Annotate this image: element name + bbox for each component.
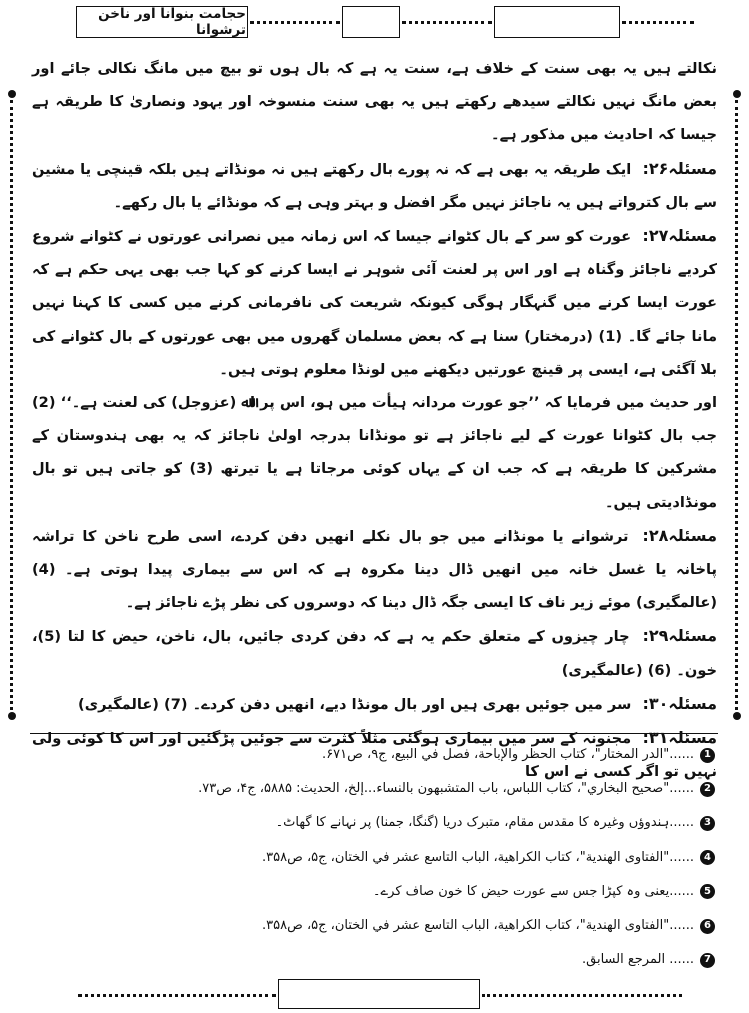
paragraph-text: عورت کو سر کے بال کٹوانے جیسا کہ اس زمانہ میں نصرانی عورتوں نے کٹوانے شروع کردیے ناجائز وگناہ ہے اور اس پر لعنت آئی شوہر نے ایسا کرنے کو کہا جب بھی یہی حکم ہے کہ عورت ایسا کرنے میں گنہگار ہوگی کیونکہ شریعت کی نافرمانی کرنے میں کسی کا کہنا نہیں مانا جائے گا۔ (1) (درمختار) سنا ہے کہ بعض مسلمان گھروں میں بھی عورتوں کے بال کٹوانے کی بلا آگئی ہے، ایسی پر قینچ عورتیں دیکھنے میں لونڈا معلوم ہوتی ہیں۔: [32, 228, 717, 378]
header-empty-box-middle: [342, 6, 400, 38]
footnote-number: 2: [700, 782, 715, 797]
footnote-number: 7: [700, 953, 715, 968]
footnote-number: 4: [700, 850, 715, 865]
footnote-item: [32, 738, 715, 772]
footnote-item: [32, 772, 715, 806]
paragraph-text: چار چیزوں کے متعلق حکم یہ ہے کہ دفن کردی جائیں، بال، ناخن، حیض کا لتا (5)، خون۔ (6) (عالمگیری): [32, 628, 717, 679]
header-dotted-rule-right: [402, 21, 492, 24]
right-border-ornament-bottom: [733, 712, 741, 720]
footnote-number: 3: [700, 816, 715, 831]
footnotes: [32, 738, 715, 977]
page-title: حجامت بنوانا اور ناخن ترشوانا: [98, 6, 246, 38]
footnote-separator: [30, 733, 718, 734]
paragraph-text: مجنونہ کے سر میں بیماری ہوگئی مثلاً کثرت سے جوئیں پڑگئیں اور اس کا کوئی ولی نہیں تو اگر کسی نے اس کا: [32, 730, 717, 781]
paragraph-text: ایک طریقہ یہ بھی ہے کہ نہ پورے بال رکھتے ہیں نہ مونڈاتے ہیں بلکہ قینچی یا مشین سے بال کترواتے ہیں یہ ناجائز نہیں مگر افضل و بہتر وہی ہے کہ مونڈائے یا بال رکھے۔: [32, 160, 717, 211]
left-dotted-border: [10, 100, 13, 710]
masala-label: مسئلہ۲۶:: [642, 158, 717, 178]
footnote-text: ......"صحيح البخاري"، كتاب اللباس، باب المتشبهون بالنساء...إلخ، الحديث: ۵۸۸۵، ج۴، ص۷۳.: [198, 781, 694, 797]
right-border-ornament-top: [733, 90, 741, 98]
footnote-text: ......"الفتاوى الهندية"، كتاب الكراهية، الباب التاسع عشر في الختان، ج۵، ص۳۵۸.: [262, 849, 694, 865]
footer-dotted-rule-left: [78, 994, 276, 997]
masala-30: [32, 687, 717, 721]
header-dotted-rule-far-right: [622, 21, 694, 24]
left-border-ornament-top: [8, 90, 16, 98]
masala-28: [32, 519, 717, 620]
masala-label: مسئلہ۳۰:: [642, 693, 717, 713]
footer-box: [278, 979, 480, 1009]
paragraph-intro: [32, 52, 717, 152]
footnote-text: ......"الفتاوى الهندية"، كتاب الكراهية، الباب التاسع عشر في الختان، ج۵، ص۳۵۸.: [262, 917, 694, 933]
main-text: [32, 52, 717, 788]
footnote-number: 5: [700, 884, 715, 899]
header-dotted-rule-left: [250, 21, 340, 24]
footnote-text: ...... المرجع السابق.: [582, 952, 694, 968]
paragraph-text: اور حدیث میں فرمایا کہ ’’جو عورت مردانہ ہیأت میں ہو، اس پر اﷲ (عزوجل) کی لعنت ہے۔‘‘ (2) جب بال کٹوانا عورت کے لیے ناجائز ہے تو مونڈانا بدرجہ اولیٰ ناجائز کہ یہ بھی ہندوستان کے مشرکین کا طریقہ ہے کہ جب ان کے یہاں کوئی مرجاتا ہے یا تیرتھ (3) کو جاتی ہیں تو بال مونڈادیتی ہیں۔: [32, 394, 717, 511]
paragraph-hadith: [32, 386, 717, 519]
footer-dotted-rule-right: [482, 994, 682, 997]
footnote-item: [32, 806, 715, 840]
masala-27: [32, 219, 717, 386]
footnote-item: [32, 909, 715, 943]
footnote-text: ......یعنی وہ کپڑا جس سے عورت حیض کا خون صاف کرے۔: [372, 883, 694, 899]
paragraph-text: نکالتے ہیں یہ بھی سنت کے خلاف ہے، سنت یہ ہے کہ بال ہوں تو بیچ میں مانگ نکالی جائے اور بعض مانگ نہیں نکالتے سیدھے رکھتے ہیں یہ بھی سنت منسوخہ اور یہود ونصاریٰ کا طریقہ ہے جیسا کہ احادیث میں مذکور ہے۔: [32, 60, 717, 144]
footnote-number: 1: [700, 748, 715, 763]
footnote-item: [32, 875, 715, 909]
footnote-text: ......"الدر المختار"، كتاب الحظر والإباحة، فصل في البيع، ج۹، ص۶۷۱.: [322, 747, 694, 762]
footnote-item: [32, 943, 715, 977]
left-border-ornament-bottom: [8, 712, 16, 720]
paragraph-text: ترشوانے یا مونڈانے میں جو بال نکلے انھیں دفن کردے، اسی طرح ناخن کا تراشہ پاخانہ یا غسل خانہ میں انھیں ڈال دینا مکروہ ہے کہ اس سے بیماری پیدا ہوتی ہے۔ (4) (عالمگیری) موئے زیر ناف کا ایسی جگہ ڈال دینا کہ دوسروں کی نظر پڑے ناجائز ہے۔: [32, 527, 717, 612]
footnote-number: 6: [700, 919, 715, 934]
footnote-item: [32, 841, 715, 875]
masala-29: [32, 619, 717, 686]
masala-26: [32, 152, 717, 219]
right-dotted-border: [735, 100, 738, 710]
paragraph-text: سر میں جوئیں بھری ہیں اور بال مونڈا دیے، انھیں دفن کردے۔ (7) (عالمگیری): [78, 695, 632, 713]
masala-label: مسئلہ۲۷:: [642, 226, 717, 246]
header-page-number-box: [494, 6, 620, 38]
footnote-text: ......ہندوؤں وغیرہ کا مقدس مقام، متبرک دریا (گنگا، جمنا) پر نہانے کا گھاٹ۔: [275, 815, 694, 831]
masala-label: مسئلہ۳۱:: [642, 728, 717, 748]
masala-label: مسئلہ۲۹:: [642, 626, 717, 646]
masala-label: مسئلہ۲۸:: [642, 525, 717, 545]
